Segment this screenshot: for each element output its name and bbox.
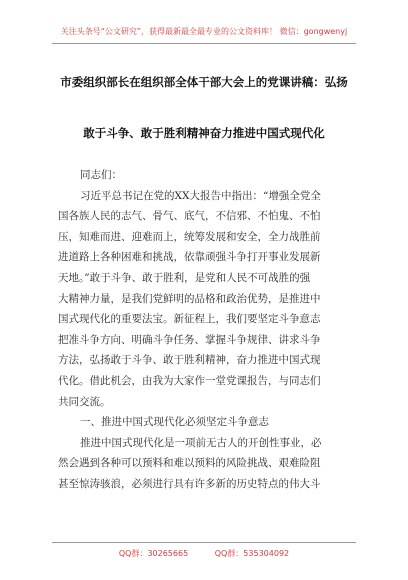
footer-qq-2: QQ群：535304092	[214, 549, 290, 558]
document-title-line-2: 敢于斗争、敢于胜利精神奋力推进中国式现代化	[83, 126, 325, 140]
body-line: 甚至惊涛骇浪，必须进行具有许多新的历史特点的伟大斗	[58, 477, 321, 490]
document-title-line-1: 市委组织部长在组织部全体干部大会上的党课讲稿：弘扬	[60, 75, 348, 89]
body-line: 大精神力量，是我们党鲜明的品格和政治优势，是推进中	[58, 292, 321, 305]
body-line: 天地。”敢于斗争、敢于胜利，是党和人民不可战胜的强	[58, 271, 311, 284]
body-line: 推进中国式现代化是一项前无古人的开创性事业，必	[80, 436, 322, 449]
body-line: 进道路上各种困难和挑战，依靠顽强斗争打开事业发展新	[58, 251, 321, 264]
footer-qq-1: QQ群：30265665	[118, 549, 189, 558]
body-line: 方法，弘扬敢于斗争、敢于胜利精神，奋力推进中国式现	[58, 354, 321, 367]
body-line: 然会遇到各种可以预料和难以预料的风险挑战、艰难险阻	[58, 457, 321, 470]
document-body	[58, 165, 350, 495]
body-line: 国式现代化的重要法宝。新征程上，我们要坚定斗争意志	[58, 313, 321, 326]
header-divider	[52, 43, 356, 44]
footer-divider	[52, 542, 356, 543]
salutation: 同志们：	[80, 169, 122, 181]
body-line: 代化。借此机会，由我为大家作一堂党课报告，与同志们	[58, 374, 321, 387]
body-line: 国各族人民的志气、骨气、底气，不信邪、不怕鬼、不怕	[58, 210, 321, 223]
body-line: 习近平总书记在党的XX大报告中指出：“增强全党全	[80, 189, 321, 202]
section-heading: 一、推进中国式现代化必须坚定斗争意志	[80, 416, 269, 429]
body-line: 把准斗争方向、明确斗争任务、掌握斗争规律、讲求斗争	[58, 333, 321, 346]
body-line: 压，知难而进、迎难而上，统筹发展和安全，全力战胜前	[58, 230, 321, 243]
body-line: 共同交流。	[58, 395, 111, 408]
page-footer	[0, 548, 408, 559]
page-header: 关注头条号“公文研究”，获得最新最全最专业的公文资料库！ 微信：gongwenyj	[60, 27, 348, 36]
